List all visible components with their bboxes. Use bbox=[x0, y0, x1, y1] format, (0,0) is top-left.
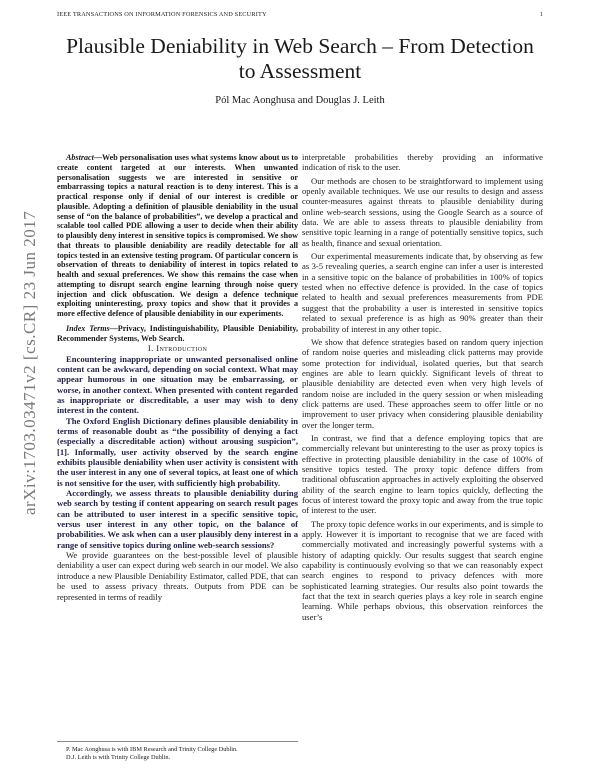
body-paragraph: interpretable probabilities thereby providing an informative indication of risk to the user. bbox=[302, 152, 543, 173]
section-title: Introduction bbox=[156, 343, 208, 354]
intro-paragraph: Encountering inappropriate or unwanted personalised online content can be awkward, depending on social context. What may appear humorous in one situation may be embarrassing, or worse, in another context. When presented with content regarded as inappropriate or discreditable, a user may wish to deny interest in the content. bbox=[57, 353, 298, 416]
footnote: P. Mac Aonghusa is with IBM Research and Trinity College Dublin. bbox=[66, 746, 238, 753]
footnotes bbox=[57, 741, 298, 762]
body-paragraph: Our methods are chosen to be straightforward to implement using openly available techniques. We use our results to design and assess counter-measures against threats to plausible deniability during online web-search sessions, using the Google Search as a source of data. We are able to assess threats to plausible deniability from sensitive topic learning in a range of potentially sensitive topics, such as health, finance and sexual orientation. bbox=[302, 175, 543, 248]
index-terms bbox=[57, 324, 298, 344]
section-numeral: I. bbox=[147, 343, 154, 354]
intro-paragraph: The Oxford English Dictionary defines plausible deniability in terms of reasonable doubt as “the possibility of denying a fact (especially a discreditable action) without arousing suspicion”, [1]. Informally, user activity observed by the search engine exhibits plausible deniability when user activity is consistent with the user interest in any one of several topics, at least one of which is not sensitive for the user, with sufficiently high probability. bbox=[57, 415, 298, 488]
paper-title: Plausible Deniability in Web Search – From Detection to Assessment bbox=[66, 34, 534, 83]
right-column bbox=[302, 152, 543, 625]
left-column bbox=[57, 153, 298, 602]
body-paragraph: In contrast, we find that a defence employing topics that are commercially relevant but uninteresting to the user as proxy topics is effective in protecting plausible deniability in the case of 100% of sensitive topics tested. The proxy topic defence differs from traditional obfuscation approaches in actively exploiting the observed ability of the search engine to learn topics quickly, deflecting the focus of interest toward the proxy topic and away from the true topic of interest to the user. bbox=[302, 432, 543, 516]
journal-name: IEEE TRANSACTIONS ON INFORMATION FORENSICS AND SECURITY bbox=[57, 11, 267, 18]
footnote: D.J. Leith is with Trinity College Dublin. bbox=[66, 754, 171, 761]
abstract-text: —Web personalisation uses what systems know about us to create content targeted at our interests. When unwanted personalisation suggests we are interested in sensitive or embarrassing topics a natural reaction is to deny interest. This is a practical response only if denial of our interest is credible or plausible. Adopting a definition of plausible deniability in the usual sense of “on the balance of probabilities”, we develop a practical and scalable tool called PDE allowing a user to decide when their ability to plausibly deny interest in sensitive topics is compromised. We show that threats to plausible deniability are readily detectable for all topics tested in an extensive testing program. Of particular concern is observation of threats to deniability of interest in topics related to health and sexual preferences. We show this remains the case when attempting to disrupt search engine learning through noise query injection and click obfuscation. We design a defence technique exploiting uninteresting, proxy topics and show that it provides a more effective defence of plausible deniability in our experiments. bbox=[57, 153, 298, 318]
body-paragraph: Our experimental measurements indicate that, by observing as few as 3-5 revealing queries, a search engine can infer a user is interested in a sensitive topic on the balance of probabilities in 100% of topics tested when no effective defence is provided. In the case of topics related to health and sexual preferences measurements from PDE suggest that the probability a user is interested in sensitive topics related to sexual preference is as high as 90% greater than their probability of interest in any other topic. bbox=[302, 251, 543, 334]
abstract-lead: Abstract bbox=[66, 153, 94, 162]
running-header bbox=[57, 11, 543, 23]
index-terms-lead: Index Terms bbox=[66, 323, 110, 333]
body-paragraph: The proxy topic defence works in our experiments, and is simple to apply. However it is important to recognise that we are faced with commercially motivated and increasingly powerful systems with a history of adapting quickly. Our results suggest that search engine capability is continuously evolving so that we can reasonably expect search engines to respond to privacy defences with more sophisticated learning strategies. Our results also point towards the fact that the text in search queries plays a key role in search engine learning. While perhaps obvious, this observation reinforces the user’s bbox=[302, 518, 543, 622]
section-heading bbox=[57, 343, 298, 353]
index-terms-text: —Privacy, Indistinguishability, Plausible Deniability, Recommender Systems, Web Search. bbox=[57, 323, 299, 343]
arxiv-stamp: arXiv:1703.03471v2 [cs.CR] 23 Jun 2017 bbox=[20, 210, 39, 515]
page-number: 1 bbox=[539, 11, 543, 18]
intro-paragraph: Accordingly, we assess threats to plausible deniability during web search by testing if content appearing on search result pages can be attributed to user interest in a specific sensitive topic, versus user interest in any other topic, on the balance of probabilities. We ask when can a user plausibly deny interest in a range of sensitive topics during online web-search sessions? bbox=[57, 488, 298, 550]
body-paragraph: We provide guarantees on the best-possible level of plausible deniability a user can expect during web search in our model. We also introduce a new Plausible Deniability Estimator, called PDE, that can be used to assess privacy threats. Outputs from PDE can be represented in terms of readily bbox=[57, 550, 298, 602]
paper-authors: Pól Mac Aonghusa and Douglas J. Leith bbox=[215, 95, 385, 106]
body-paragraph: We show that defence strategies based on random query injection of random noise queries and misleading click patterns may provide some protection for individual, isolated queries, but that search engines are able to learn quickly. Significant levels of threat to plausible deniability are detected even when very high levels of random noise are included in the query session or when misleading click patterns are used. These approaches seem to offer little or no improvement to user privacy when considering plausible deniability over the longer term. bbox=[302, 336, 543, 430]
abstract bbox=[57, 153, 298, 319]
